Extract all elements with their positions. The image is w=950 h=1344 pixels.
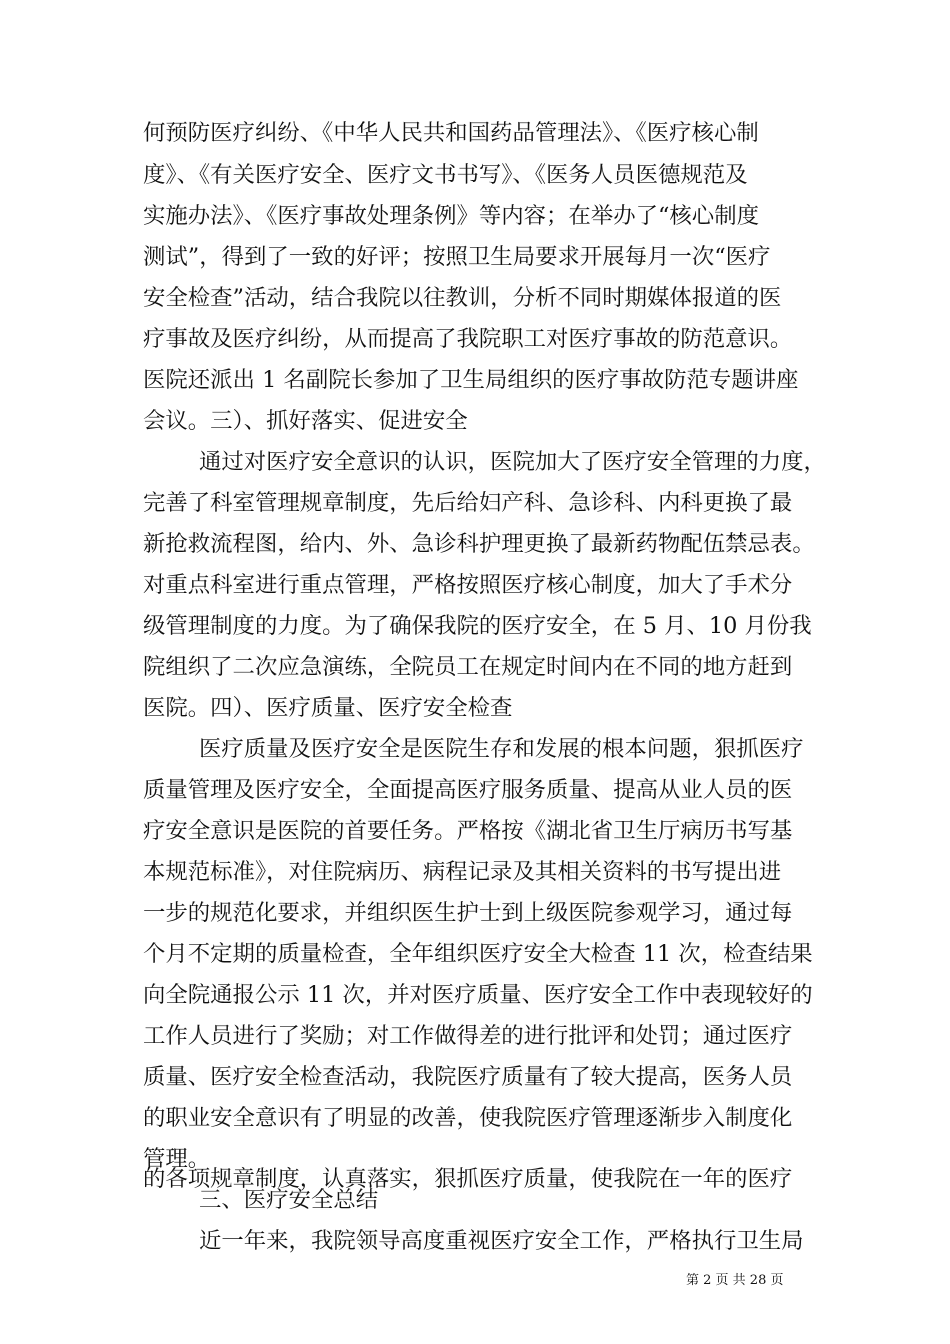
page-number: 第 2 页 共 28 页 [686, 1273, 784, 1288]
text-line: 个月不定期的质量检查，全年组织医疗安全大检查 11 次，检查结果 [143, 941, 813, 967]
text-line: 级管理制度的力度。为了确保我院的医疗安全，在 5 月、10 月份我 [143, 613, 812, 639]
text-line: 的职业安全意识有了明显的改善，使我院医疗管理逐渐步入制度化 [143, 1105, 793, 1131]
text-line: 实施办法》、《医疗事故处理条例》等内容；在举办了“核心制度 [143, 203, 759, 229]
text-line: 医院还派出 1 名副院长参加了卫生局组织的医疗事故防范专题讲座 [143, 367, 799, 393]
text-line: 管理。 [143, 1146, 211, 1172]
text-line: 疗事故及医疗纠纷，从而提高了我院职工对医疗事故的防范意识。 [143, 326, 793, 352]
text-line: 对重点科室进行重点管理，严格按照医疗核心制度，加大了手术分 [143, 572, 793, 598]
text-line: 测试”，得到了一致的好评；按照卫生局要求开展每月一次“医疗 [143, 244, 771, 270]
text-line: 的各项规章制度，认真落实，狠抓医疗质量，使我院在一年的医疗 [143, 1166, 793, 1192]
paragraph-first-line: 近一年来，我院领导高度重视医疗安全工作，严格执行卫生局 [199, 1228, 804, 1254]
text-line: 院组织了二次应急演练，全院员工在规定时间内在不同的地方赶到 [143, 654, 793, 680]
text-line: 安全检查”活动，结合我院以往教训，分析不同时期媒体报道的医 [143, 285, 782, 311]
text-line: 向全院通报公示 11 次，并对医疗质量、医疗安全工作中表现较好的 [143, 982, 813, 1008]
text-line: 一步的规范化要求，并组织医生护士到上级医院参观学习，通过每 [143, 900, 793, 926]
text-line: 医院。四）、医疗质量、医疗安全检查 [143, 695, 513, 721]
text-line: 质量管理及医疗安全，全面提高医疗服务质量、提高从业人员的医 [143, 777, 793, 803]
text-line: 何预防医疗纠纷、《中华人民共和国药品管理法》、《医疗核心制 [143, 120, 759, 146]
text-line: 新抢救流程图，给内、外、急诊科护理更换了最新药物配伍禁忌表。 [143, 531, 815, 557]
text-line: 质量、医疗安全检查活动，我院医疗质量有了较大提高，医务人员 [143, 1064, 793, 1090]
text-line: 完善了科室管理规章制度，先后给妇产科、急诊科、内科更换了最 [143, 490, 793, 516]
paragraph-first-line: 通过对医疗安全意识的认识，医院加大了医疗安全管理的力度， [199, 449, 826, 475]
text-line: 工作人员进行了奖励；对工作做得差的进行批评和处罚；通过医疗 [143, 1023, 793, 1049]
text-line: 度》、《有关医疗安全、医疗文书书写》、《医务人员医德规范及 [143, 162, 748, 188]
text-line: 本规范标准》，对住院病历、病程记录及其相关资料的书写提出进 [143, 859, 782, 885]
section-heading: 三、医疗安全总结 [199, 1187, 379, 1213]
text-line: 疗安全意识是医院的首要任务。严格按《湖北省卫生厅病历书写基 [143, 818, 793, 844]
paragraph-first-line: 医疗质量及医疗安全是医院生存和发展的根本问题，狠抓医疗 [199, 736, 804, 762]
text-line: 会议。三）、抓好落实、促进安全 [143, 408, 468, 434]
